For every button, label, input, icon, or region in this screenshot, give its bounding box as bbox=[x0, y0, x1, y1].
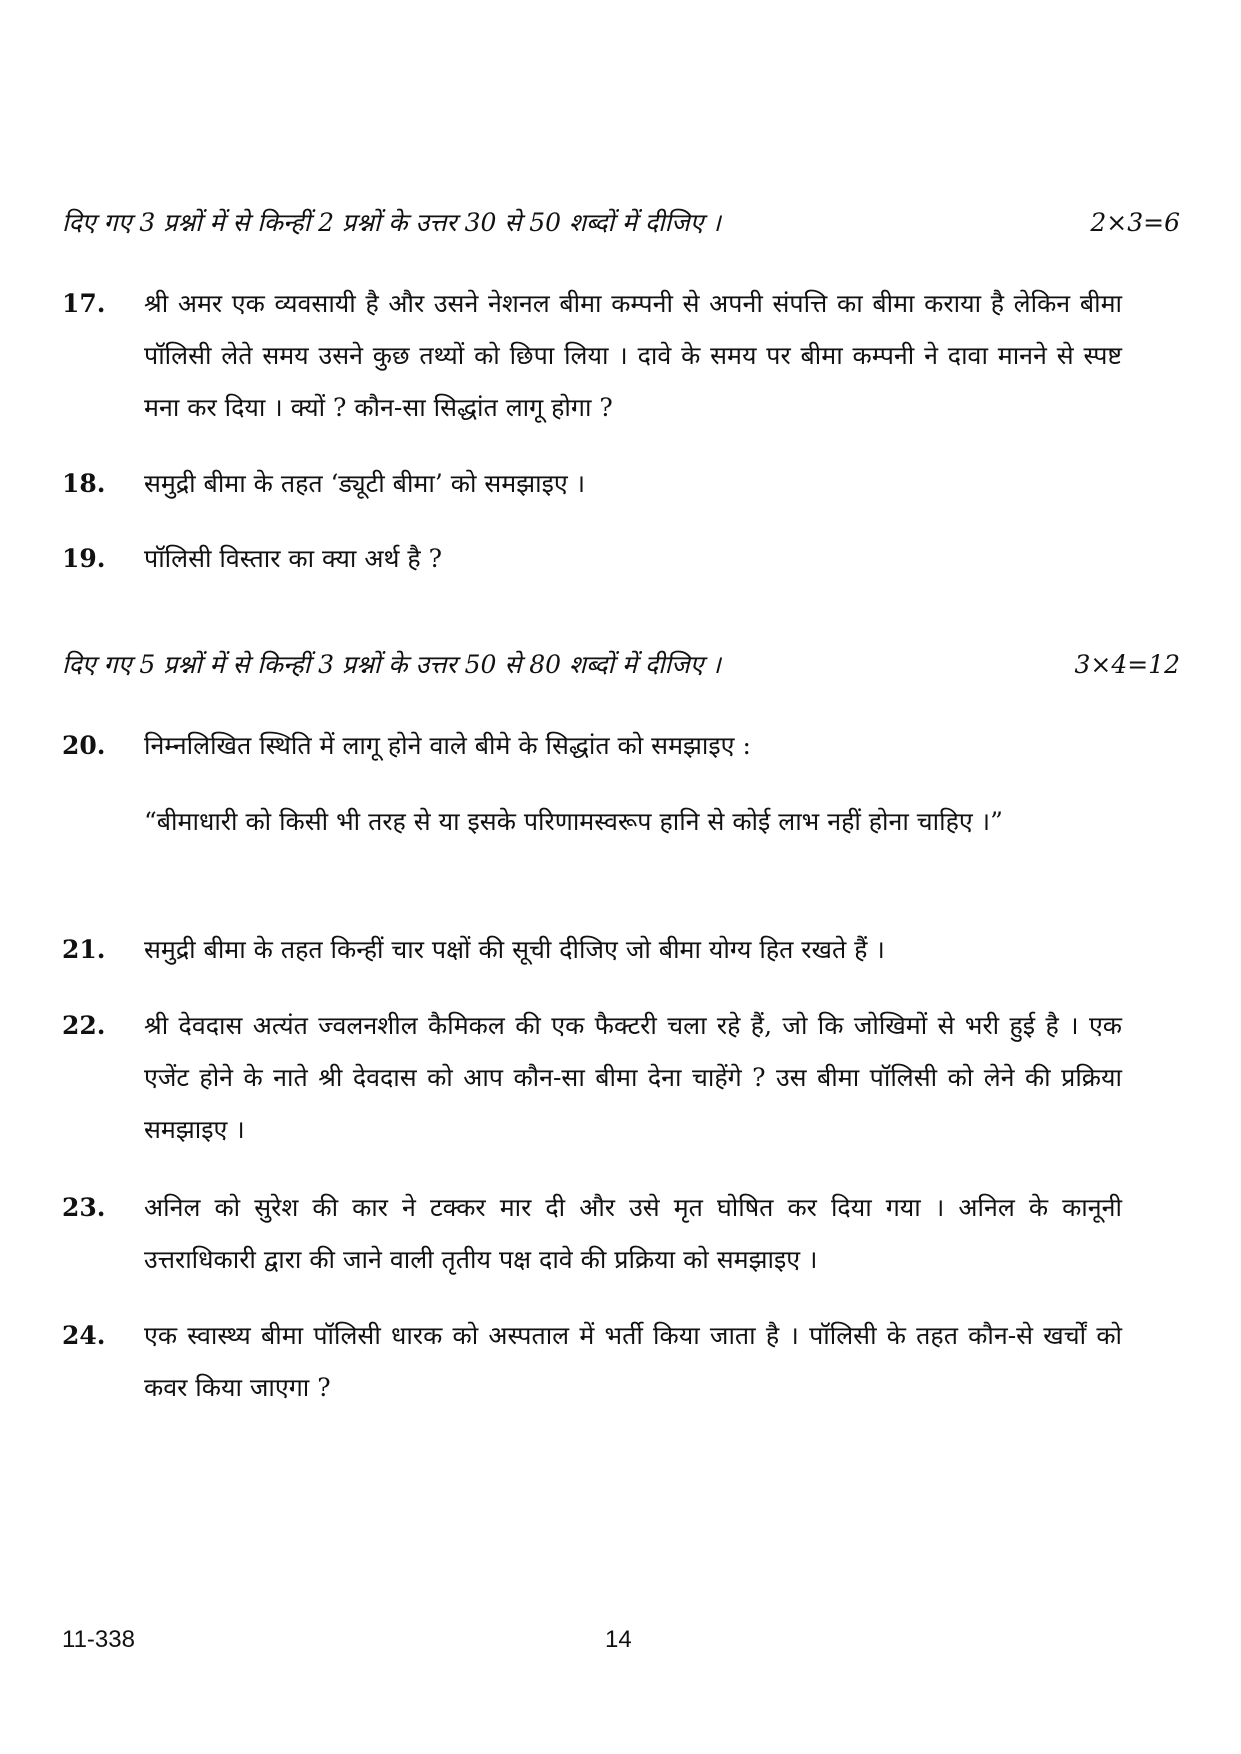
question-text: एक स्वास्थ्य बीमा पॉलिसी धारक को अस्पताल में भर्ती किया जाता है । पॉलिसी के तहत कौन-से खर्चों को कवर किया जाएगा ? bbox=[144, 1321, 1122, 1402]
question-text: अनिल को सुरेश की कार ने टक्कर मार दी और उसे मृत घोषित कर दिया गया । अनिल के कानूनी उत्तराधिकारी द्वारा की जाने वाली तृतीय पक्ष दावे की प्रक्रिया को समझाइए । bbox=[144, 1193, 1122, 1274]
question-number: 20. bbox=[62, 731, 106, 760]
question-text: श्री देवदास अत्यंत ज्वलनशील कैमिकल की एक फैक्टरी चला रहे हैं, जो कि जोखिमों से भरी हुई है । एक एजेंट होने के नाते श्री देवदास को आप कौन-सा बीमा देना चाहेंगे ? उस बीमा पॉलिसी को लेने की प्रक्रिया समझाइए । bbox=[144, 1011, 1122, 1144]
question-text: निम्नलिखित स्थिति में लागू होने वाले बीमे के सिद्धांत को समझाइए : bbox=[144, 731, 751, 760]
question-text: पॉलिसी विस्तार का क्या अर्थ है ? bbox=[144, 544, 442, 573]
section-b-instruction: दिए गए 5 प्रश्नों में से किन्हीं 3 प्रश्नों के उत्तर 50 से 80 शब्दों में दीजिए । bbox=[62, 650, 721, 679]
question-number: 22. bbox=[62, 1011, 106, 1040]
section-b-marks: 3×4=12 bbox=[1074, 650, 1180, 679]
question-number: 24. bbox=[62, 1321, 106, 1350]
question-number: 17. bbox=[62, 289, 106, 318]
page-number: 14 bbox=[605, 1626, 632, 1653]
paper-code: 11-338 bbox=[62, 1626, 135, 1653]
question-number: 18. bbox=[62, 469, 106, 498]
question-text: समुद्री बीमा के तहत किन्हीं चार पक्षों की सूची दीजिए जो बीमा योग्य हित रखते हैं । bbox=[144, 935, 885, 964]
question-text: श्री अमर एक व्यवसायी है और उसने नेशनल बीमा कम्पनी से अपनी संपत्ति का बीमा कराया है लेकिन बीमा पॉलिसी लेते समय उसने कुछ तथ्यों को छिपा लिया । दावे के समय पर बीमा कम्पनी ने दावा मानने से स्पष्ट मना कर दिया । क्यों ? कौन-सा सिद्धांत लागू होगा ? bbox=[144, 289, 1122, 422]
question-20-quote: “बीमाधारी को किसी भी तरह से या इसके परिणामस्वरूप हानि से कोई लाभ नहीं होना चाहिए ।” bbox=[144, 807, 1003, 836]
question-number: 21. bbox=[62, 935, 106, 964]
question-text: समुद्री बीमा के तहत ‘ड्यूटी बीमा’ को समझाइए । bbox=[144, 469, 586, 498]
question-number: 23. bbox=[62, 1193, 106, 1222]
question-number: 19. bbox=[62, 544, 106, 573]
section-a-instruction: दिए गए 3 प्रश्नों में से किन्हीं 2 प्रश्नों के उत्तर 30 से 50 शब्दों में दीजिए । bbox=[62, 208, 721, 237]
section-a-marks: 2×3=6 bbox=[1090, 208, 1180, 237]
